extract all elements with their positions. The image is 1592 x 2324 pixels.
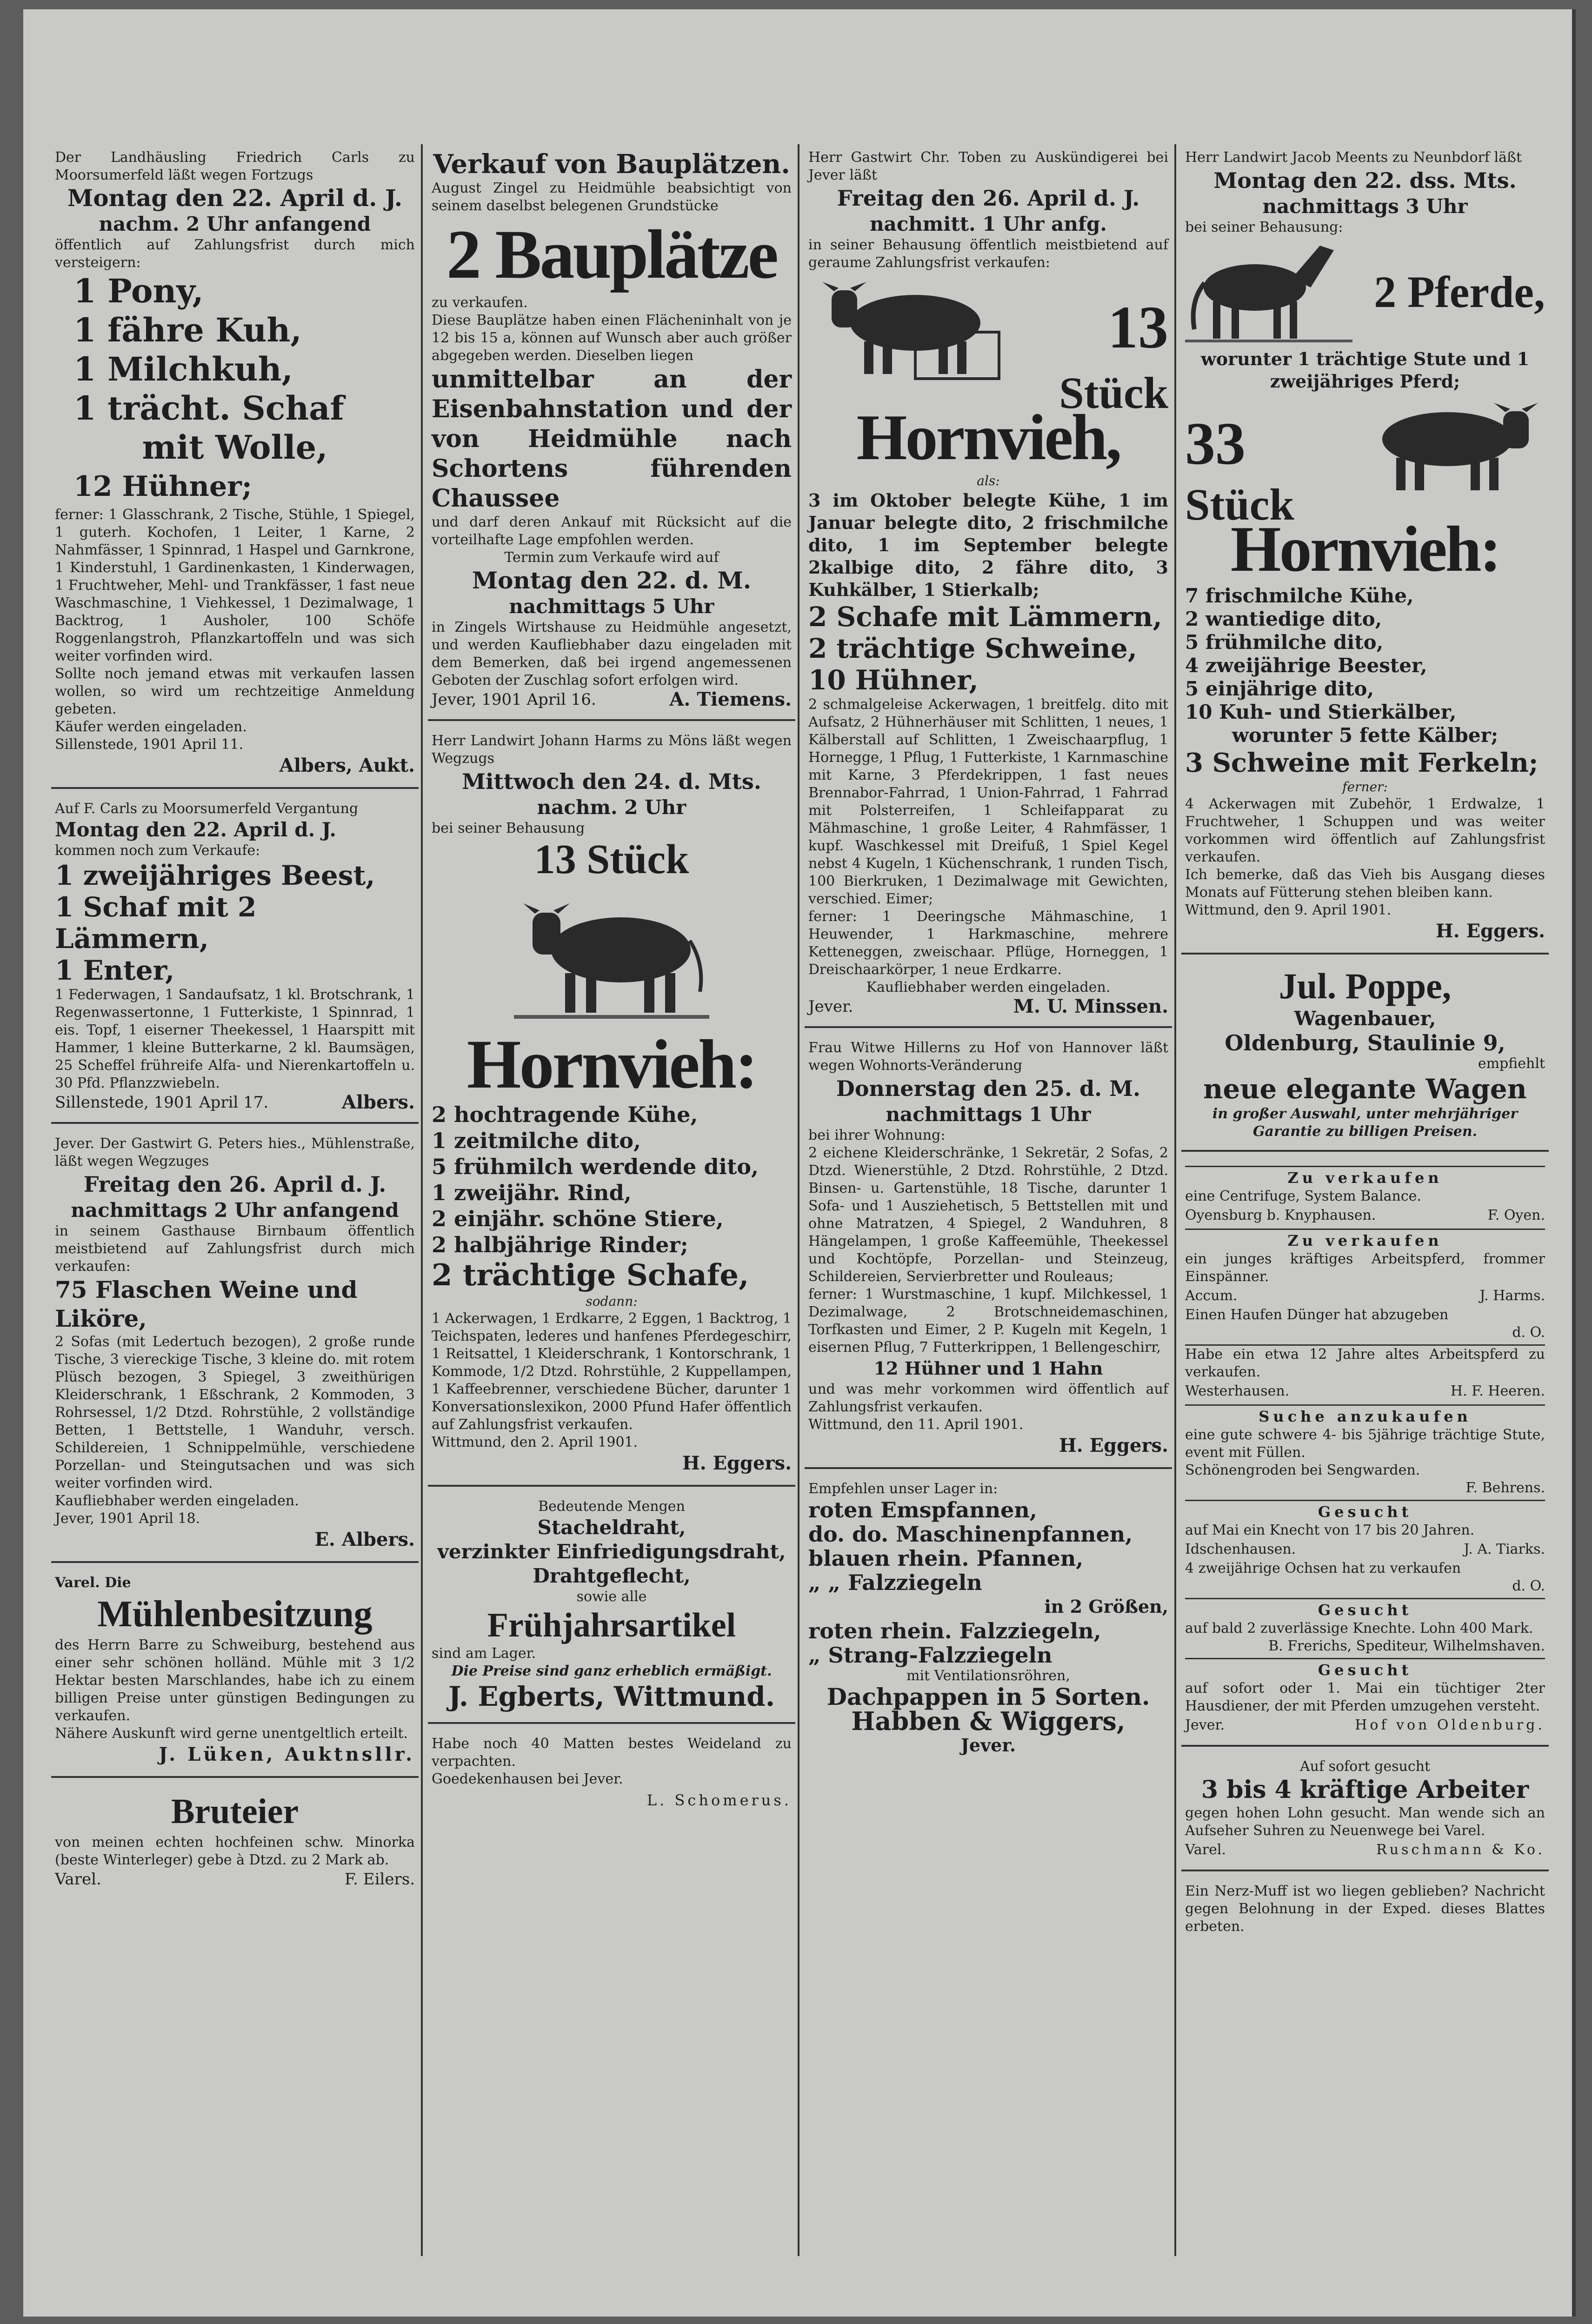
- ad-bruteier: [51, 1784, 419, 1899]
- small-ad-signature: F. Behrens.: [1465, 1480, 1545, 1496]
- ad-body: ferner: 1 Glasschrank, 2 Tische, Stühle, 1 Spiegel, 1 guterh. Kochofen, 1 Leiter, 1 Karne, 2 Nahmfässer, 1 Spinnrad, 1 Haspel und Garnkrone, 1 Kinderstuhl, 1 Gardinenkasten, 1 Kinderwagen, 1 Fruchtweher, Mehl- und Trankfässer, 1 fast neue Waschmaschine, 1 Viehkessel, 1 Dezimalwage, 1 Backtrog, 1 Ausholer, 100 Schöfe Roggenlangstroh, Pflanzkartoffeln und was sich weiter vorfinden wird.: [55, 507, 415, 664]
- product-line: do. do. Maschinenpfannen,: [808, 1522, 1133, 1547]
- ad-egberts: [428, 1493, 795, 1724]
- ad-signature: E. Albers.: [314, 1529, 415, 1550]
- ad-place: Wittmund, den 2. April 1901.: [432, 1434, 638, 1450]
- small-ad-place: Idschenhausen.: [1185, 1541, 1296, 1557]
- small-ad-signature: B. Frerichs, Spediteur, Wilhelmshaven.: [1268, 1638, 1545, 1654]
- small-ad-footer: [1185, 1539, 1545, 1560]
- product-line: „ Strang-Falzziegeln: [808, 1643, 1052, 1668]
- item: 1 Schaf mit 2 Lämmern,: [55, 891, 257, 955]
- small-ad-place: Oyensburg b. Knyphausen.: [1185, 1207, 1376, 1223]
- ad-body: 4 Ackerwagen mit Zubehör, 1 Erdwalze, 1 Fruchtweher, 1 Schuppen und was weiter vorkommen wird öffentlich auf Zahlungsfrist verkaufen.: [1185, 796, 1545, 865]
- item: 10 Hühner,: [808, 664, 979, 696]
- ad-body: und was mehr vorkommen wird öffentlich auf Zahlungsfrist verkaufen.: [808, 1381, 1168, 1415]
- product-line: Dachpappen in 5 Sorten.: [826, 1683, 1150, 1710]
- ad-firm: Jul. Poppe,: [1279, 966, 1452, 1006]
- small-ad-header: Zu verkaufen: [1185, 1229, 1545, 1250]
- cow-illustration: [808, 272, 1004, 383]
- ad-place: Wittmund, den 11. April 1901.: [808, 1416, 1024, 1433]
- ad-date: Montag den 22. dss. Mts.: [1213, 168, 1517, 193]
- ad-intro: August Zingel zu Heidmühle beabsichtigt von seinem daselbst belegenen Grundstücke: [432, 180, 792, 214]
- small-ad-header: Suche anzukaufen: [1185, 1404, 1545, 1426]
- item: 1 zweijähr. Rind,: [432, 1180, 632, 1205]
- ad-muehle: [51, 1569, 419, 1778]
- ad-line: kommen noch zum Verkaufe:: [55, 842, 260, 859]
- ad-time: nachmitt. 1 Uhr anfg.: [870, 213, 1107, 235]
- ad-headline: Hornvieh:: [466, 1026, 757, 1103]
- item: 1 fähre Kuh,: [73, 311, 302, 349]
- small-ad-text: ein junges kräftiges Arbeitspferd, frommer Einspänner.: [1185, 1251, 1545, 1285]
- ad-count: 13 Stück: [534, 836, 689, 882]
- ad-headline: Bruteier: [171, 1792, 299, 1831]
- ad-headline: Hornvieh,: [856, 401, 1120, 474]
- ad-item: Stacheldraht,: [537, 1516, 686, 1539]
- small-ad: [1185, 1658, 1545, 1736]
- ad-intro: Der Landhäusling Friedrich Carls zu Moorsumerfeld läßt wegen Fortzugs: [55, 149, 415, 183]
- small-ad-signature: Hof von Oldenburg.: [1355, 1717, 1545, 1733]
- ad-date: Freitag den 26. April d. J.: [837, 186, 1140, 211]
- ad-headline: 2 trächtige Schafe,: [432, 1258, 749, 1293]
- ad-nerzmuff: [1181, 1878, 1549, 1945]
- ad-count-label: Stück: [1185, 480, 1294, 529]
- small-ad: [1185, 1404, 1545, 1497]
- item: 2 hochtragende Kühe,: [432, 1102, 698, 1127]
- small-ad-text: Habe ein etwa 12 Jahre altes Arbeitspferd zu verkaufen.: [1185, 1346, 1545, 1380]
- ad-role: Wagenbauer,: [1294, 1007, 1436, 1030]
- ad-subline: ferner:: [1342, 779, 1388, 795]
- column-rule: [421, 144, 423, 2256]
- ad-schomerus: [428, 1730, 795, 1822]
- ad-place: Jever, 1901 April 18.: [55, 1510, 200, 1527]
- small-ad-place: Accum.: [1185, 1288, 1238, 1304]
- ad-body: in großer Auswahl, unter mehrjähriger Garantie zu billigen Preisen.: [1212, 1106, 1518, 1140]
- ad-line: sind am Lager.: [432, 1645, 536, 1662]
- newspaper-page: [23, 9, 1576, 2317]
- ad-time: nachmittags 3 Uhr: [1262, 195, 1468, 218]
- ad-place: Goedekenhausen bei Jever.: [432, 1771, 623, 1787]
- column-3: [805, 144, 1172, 1773]
- ad-date: Donnerstag den 25. d. M.: [836, 1076, 1141, 1101]
- ad-line: Bedeutende Mengen: [538, 1498, 685, 1515]
- ad-subline: als:: [977, 473, 1000, 488]
- ad-headline: neue elegante Wagen: [1203, 1073, 1527, 1105]
- ad-line: sowie alle: [576, 1589, 647, 1605]
- ad-signature: H. Eggers.: [1435, 920, 1545, 942]
- ad-body: ferner: 1 Wurstmaschine, 1 kupf. Milchkessel, 1 Dezimalwage, 2 Brotschneidemaschinen, Torfkasten und Eimer, 2 P. Kugeln mit Kegeln, 1 eisernen Pflug, 7 Futterkrippen, 1 Bellengeschirr,: [808, 1286, 1168, 1356]
- item: 2 wantiedige dito,: [1185, 608, 1382, 630]
- ad-signature: H. Eggers.: [682, 1452, 792, 1474]
- ad-body: und darf deren Ankauf mit Rücksicht auf die vorteilhafte Lage empfohlen werden.: [432, 514, 792, 548]
- ad-items: 3 im Oktober belegte Kühe, 1 im Januar belegte dito, 2 frischmilche dito, 1 im September belegte 2kalbige dito, 2 fähre dito, 3 Kuhkälber, 1 Stierkalb;: [808, 490, 1168, 600]
- item: 1 zweijähriges Beest,: [55, 860, 375, 891]
- ad-highlight: 12 Hühner und 1 Hahn: [873, 1358, 1103, 1379]
- small-ad-text: auf bald 2 zuverlässige Knechte. Lohn 400 Mark.: [1185, 1620, 1533, 1636]
- ad-place: Sillenstede, 1901 April 17.: [55, 1093, 269, 1112]
- ad-habben-wiggers: [805, 1476, 1172, 1767]
- ad-horses: 2 Pferde,: [1374, 267, 1545, 317]
- item: 4 zweijährige Beester,: [1185, 654, 1427, 677]
- small-ad-footer: [1185, 1205, 1545, 1226]
- ad-place: Sillenstede, 1901 April 11.: [55, 736, 244, 753]
- ad-body: in Zingels Wirtshause zu Heidmühle angesetzt, und werden Kaufliebhaber dazu eingeladen mit dem Bemerken, daß bei irgend angemessenen Geboten der Zuschlag sofort erfolgen wird.: [432, 619, 792, 688]
- ad-body: 1 Ackerwagen, 1 Erdkarre, 2 Eggen, 1 Backtrog, 1 Teichspaten, lederes und hanfenes Pferdegeschirr, 1 Reitsattel, 1 Kleiderschrank, 1 Kontorschrank, 1 Kommode, 1/2 Dtzd. Rohrstühle, 2 Kuppellampen, 1 Kaffeebrenner, verschiedene Bücher, darunter 1 Konversationslexikon, 2000 Pfund Hafer öffentlich auf Zahlungsfrist verkaufen.: [432, 1310, 792, 1433]
- item: 5 frühmilch werdende dito,: [432, 1154, 759, 1179]
- ad-signature: M. U. Minssen.: [1013, 995, 1168, 1017]
- ad-body: des Herrn Barre zu Schweiburg, bestehend aus einer sehr schönen holländ. Mühle mit 3 1/2 Hektar besten Marschlandes, habe ich zu einem billigen Preise unter günstigen Bedingungen zu verkaufen.: [55, 1637, 415, 1724]
- ad-peters-auction: [51, 1130, 419, 1563]
- ad-count-label: Stück: [1059, 368, 1168, 418]
- ad-place: Wittmund, den 9. April 1901.: [1185, 902, 1392, 918]
- ad-headline: Mühlenbesitzung: [97, 1594, 373, 1635]
- small-ad-signature: H. F. Heeren.: [1450, 1383, 1545, 1399]
- ad-hillerns-auction: [805, 1035, 1172, 1469]
- count-row: [808, 272, 1168, 383]
- ad-highlight: unmittelbar an der Eisenbahnstation und der von Heidmühle nach Schortens führenden Chaussee: [432, 365, 792, 513]
- ad-term: Termin zum Verkaufe wird auf: [504, 549, 719, 566]
- item: worunter 5 fette Kälber;: [1232, 724, 1499, 747]
- ad-subline: sodann:: [586, 1294, 638, 1309]
- item: 10 Kuh- und Stierkälber,: [1185, 701, 1457, 723]
- ad-meents-auction: [1181, 144, 1549, 955]
- item: 1 Enter,: [55, 955, 175, 986]
- horse-row: [1185, 236, 1545, 348]
- ad-line: zu verkaufen.: [432, 294, 528, 311]
- ad-headline: Frühjahrsartikel: [487, 1606, 736, 1644]
- ad-carls-auction: [51, 144, 419, 789]
- cow-illustration: [505, 885, 719, 1024]
- ad-line: bei seiner Behausung:: [1185, 219, 1343, 235]
- ad-headline: 75 Flaschen Weine und Liköre,: [55, 1276, 358, 1332]
- small-ad-signature: J. A. Tiarks.: [1464, 1541, 1545, 1557]
- ad-body: Ich bemerke, daß das Vieh bis Ausgang dieses Monats auf Fütterung stehen bleiben kann.: [1185, 867, 1545, 901]
- ad-footer: [55, 1869, 415, 1890]
- ad-footer: [432, 689, 792, 710]
- ad-date: Montag den 22. d. M.: [472, 567, 752, 594]
- ad-footer: [55, 1092, 415, 1113]
- small-ad: [1185, 1166, 1545, 1226]
- ad-time: nachmittags 2 Uhr anfangend: [71, 1199, 399, 1222]
- ad-body: Diese Bauplätze haben einen Flächeninhalt von je 12 bis 15 a, können auf Wunsch aber auch größer abgegeben werden. Dieselben liegen: [432, 312, 792, 364]
- ad-terms: in seiner Behausung öffentlich meistbietend auf geraume Zahlungsfrist verkaufen:: [808, 237, 1168, 271]
- ad-terms: in seinem Gasthause Birnbaum öffentlich meistbietend auf Zahlungsfrist durch mich verkaufen:: [55, 1223, 415, 1275]
- ad-body: gegen hohen Lohn gesucht. Man wende sich an Aufseher Suhren zu Neuenwege bei Varel.: [1185, 1805, 1545, 1839]
- ad-date: Mittwoch den 24. d. Mts.: [462, 769, 761, 794]
- ad-place: Varel.: [1185, 1842, 1226, 1858]
- ad-place: Varel.: [55, 1870, 101, 1889]
- ad-body: von meinen echten hochfeinen schw. Minorka (beste Winterleger) gebe à Dtzd. zu 2 Mark ab.: [55, 1834, 415, 1868]
- ad-place: Jever.: [960, 1735, 1016, 1756]
- ad-intro: Empfehlen unser Lager in:: [808, 1481, 998, 1497]
- ad-body: 2 Sofas (mit Ledertuch bezogen), 2 große runde Tische, 3 viereckige Tische, 3 kleine do. mit rotem Plüsch bezogen, 3 Spiegel, 3 zweithürigen Kleiderschrank, 1 Eßschrank, 2 Kommoden, 3 Rohrsessel, 1/2 Dtzd. Rohrstühle, 2 vollständige Betten, 1 Bettstelle, 1 Wanduhr, versch. Schildereien, 1 Schnippelmühle, verschiedene Porzellan- und Steingutsachen und was sich weiter vorfinden wird.: [55, 1334, 415, 1491]
- ad-footer: [1185, 1840, 1545, 1860]
- ad-firm: Habben & Wiggers,: [851, 1706, 1126, 1736]
- ad-place: Varel. Die: [55, 1575, 131, 1591]
- small-ad-place: Jever.: [1185, 1717, 1225, 1733]
- item: 5 frühmilche dito,: [1185, 631, 1384, 654]
- product-line: mit Ventilationsröhren,: [906, 1668, 1070, 1684]
- ad-headline: Hornvieh:: [1230, 513, 1500, 585]
- ad-body: 1 Federwagen, 1 Sandaufsatz, 1 kl. Brotschrank, 1 Regenwassertonne, 1 Futterkiste, 1 Spinnrad, 1 eis. Topf, 1 eiserner Theekessel, 1 Haarspitt mit Hammer, 1 kleine Butterkarne, 2 kl. Baumsägen, 25 Scheffel frühreife Alfa- und Nierenkartoffeln u. 30 Pfd. Pflanzzwiebeln.: [55, 987, 415, 1091]
- ad-headline: 2 Bauplätze: [446, 216, 777, 293]
- ad-item: Drahtgeflecht,: [533, 1564, 691, 1587]
- small-ad-footer: [1185, 1715, 1545, 1736]
- small-ad-header: Gesucht: [1185, 1658, 1545, 1680]
- ad-signature: Albers.: [341, 1091, 415, 1113]
- ad-date: Freitag den 26. April d. J.: [83, 1172, 386, 1197]
- ad-line: empfiehlt: [1478, 1055, 1545, 1072]
- ad-address: Oldenburg, Staulinie 9,: [1225, 1030, 1505, 1055]
- small-ad-text: eine gute schwere 4- bis 5jährige trächtige Stute, event mit Füllen.: [1185, 1427, 1545, 1461]
- ad-time: nachm. 2 Uhr: [537, 796, 686, 819]
- ad-signature: F. Eilers.: [344, 1870, 415, 1889]
- ad-signature: Ruschmann & Ko.: [1376, 1842, 1545, 1858]
- small-ad-signature: F. Oyen.: [1487, 1207, 1545, 1223]
- small-ad-footer: [1185, 1286, 1545, 1306]
- ad-place: Jever, 1901 April 16.: [432, 690, 596, 709]
- small-ad-place: Schönengroden bei Sengwarden.: [1185, 1462, 1420, 1478]
- ad-body: ferner: 1 Deeringsche Mähmaschine, 1 Heuwender, 1 Harkmaschine, mehrere Ketteneggen, zweischaar. Pflüge, Horneggen, 1 Dreischaarkörper, 1 neue Erdkarre.: [808, 908, 1168, 978]
- ad-horses-sub: worunter 1 trächtige Stute und 1 zweijähriges Pferd;: [1201, 348, 1529, 392]
- ad-poppe: [1181, 961, 1549, 1152]
- item: 2 trächtige Schweine,: [808, 633, 1137, 664]
- small-ad: [1185, 1229, 1545, 1342]
- ad-terms: öffentlich auf Zahlungsfrist durch mich versteigern:: [55, 237, 415, 271]
- ad-count: 33: [1185, 410, 1246, 477]
- small-ad-place: Westerhausen.: [1185, 1383, 1290, 1399]
- ad-firm: J. Egberts, Wittmund.: [448, 1681, 775, 1712]
- ad-body: 2 schmalgeleise Ackerwagen, 1 breitfelg. dito mit Aufsatz, 2 Hühnerhäuser mit Schlitten, 1 neues, 1 Kälberstall auf Schlitten, 1 Zweischaarpflug, 1 Hornegge, 1 Pflug, 1 Futterkiste, 1 Karnmaschine mit Karne, 3 Pferdekrippen, 1 fast neues Brennabor-Fahrrad, 1 Union-Fahrrad, 1 Fahrrad mit Polsterreifen, 1 Schleifapparat zu Mähmaschine, 1 große Leiter, 4 Rahmfässer, 1 kupf. Waschkessel mit Dreifuß, 1 Spiel Kegel nebst 4 Kugeln, 1 Küchenschrank, 1 runden Tisch, 100 Bierkruken, 1 Dezimalwage mit Gewichten, verschied. Eimer;: [808, 696, 1168, 907]
- column-4: [1181, 144, 1549, 1951]
- ad-arbeiter: [1181, 1753, 1549, 1871]
- product-line: roten rhein. Falzziegeln,: [808, 1618, 1101, 1643]
- ad-signature: L. Schomerus.: [646, 1791, 792, 1809]
- product-line: blauen rhein. Pfannen,: [808, 1546, 1084, 1571]
- small-ad-signature: d. O.: [1512, 1324, 1545, 1341]
- ad-place: Jever.: [808, 997, 853, 1016]
- ad-carls-extra: [51, 795, 419, 1124]
- ad-intro: Herr Landwirt Jacob Meents zu Neunbdorf läßt: [1185, 149, 1522, 166]
- cow-illustration: [1368, 393, 1545, 495]
- ad-intro: Frau Witwe Hillerns zu Hof von Hannover läßt wegen Wohnorts-Veränderung: [808, 1040, 1168, 1074]
- ad-line: Auf sofort gesucht: [1299, 1758, 1431, 1775]
- ad-date: Montag den 22. April d. J.: [67, 184, 403, 212]
- item: 5 einjährige dito,: [1185, 677, 1374, 700]
- small-ad-text: Einen Haufen Dünger hat abzugeben: [1185, 1307, 1449, 1323]
- item: 2 einjähr. schöne Stiere,: [432, 1206, 724, 1231]
- ad-footer: [808, 996, 1168, 1017]
- ad-bauplaetze: [428, 144, 795, 721]
- small-ad: [1185, 1500, 1545, 1595]
- ad-body: 2 eichene Kleiderschränke, 1 Sekretär, 2 Sofas, 2 Dtzd. Wienerstühle, 2 Dtzd. Rohrstühle, 2 Dtzd. Binsen- u. Gartenstühle, 18 Tische, darunter 1 Sofa- und 1 Ausziehetisch, 5 Bettstellen mit und ohne Matratzen, 4 Spiegel, 2 Wanduhren, 8 Hängelampen, 1 große Kaffeemühle, Theekessel und Kochtöpfe, Porzellan- und Steinzeug, Schildereien, Servierbretter und Rouleaus;: [808, 1145, 1168, 1285]
- ad-signature: H. Eggers.: [1059, 1435, 1168, 1456]
- ad-body: Sollte noch jemand etwas mit verkaufen lassen wollen, so wird um rechtzeitige Anmeldung gebeten.: [55, 666, 415, 717]
- ad-line: bei seiner Behausung: [432, 820, 585, 836]
- ad-line: bei ihrer Wohnung:: [808, 1127, 946, 1143]
- column-rule: [798, 144, 799, 2256]
- ad-pigs: 3 Schweine mit Ferkeln;: [1185, 748, 1539, 778]
- item: 1 zeitmilche dito,: [432, 1128, 641, 1153]
- ad-invite: Kaufliebhaber werden eingeladen.: [55, 1493, 299, 1509]
- horse-illustration: [1185, 236, 1352, 348]
- small-ad-text: auf sofort oder 1. Mai ein tüchtiger 2ter Hausdiener, der mit Pferden umzugehen versteht.: [1185, 1680, 1545, 1714]
- item: 2 halbjährige Rinder;: [432, 1232, 688, 1257]
- small-ad: [1185, 1598, 1545, 1655]
- item: 1 Pony,: [73, 272, 204, 310]
- small-ad-header: Gesucht: [1185, 1598, 1545, 1620]
- ad-signature: A. Tiemens.: [669, 688, 792, 710]
- item: 1 trächt. Schaf: [73, 389, 344, 427]
- ad-count: 13: [1108, 294, 1168, 361]
- small-ad-signature: J. Harms.: [1479, 1288, 1545, 1304]
- small-ad-header: Gesucht: [1185, 1500, 1545, 1522]
- column-rule: [1174, 144, 1176, 2256]
- ad-body: Habe noch 40 Matten bestes Weideland zu verpachten.: [432, 1736, 792, 1770]
- small-ad-header: Zu verkaufen: [1185, 1166, 1545, 1188]
- ad-signature: J. Lüken, Auktnsllr.: [159, 1743, 415, 1765]
- ad-item: verzinkter Einfriedigungsdraht,: [437, 1540, 786, 1563]
- ad-harms-auction: [428, 728, 795, 1487]
- ad-toben-auction: [805, 144, 1172, 1028]
- product-line: „ „ Falzziegeln: [808, 1570, 982, 1595]
- ad-date: Montag den 22. April d. J.: [55, 818, 337, 841]
- small-ad-footer: [1185, 1381, 1545, 1402]
- ad-body: Ein Nerz-Muff ist wo liegen geblieben? Nachricht gegen Belohnung in der Exped. dieses Blattes erbeten.: [1185, 1883, 1545, 1935]
- ad-invite: Käufer werden eingeladen.: [55, 719, 247, 735]
- ad-intro: Jever. Der Gastwirt G. Peters hies., Mühlenstraße, läßt wegen Wegzuges: [55, 1135, 415, 1169]
- column-1: [51, 144, 419, 1905]
- ad-line: Die Preise sind ganz erheblich ermäßigt.: [451, 1663, 772, 1679]
- ad-time: nachmittags 1 Uhr: [886, 1103, 1091, 1126]
- product-line: in 2 Größen,: [1044, 1596, 1168, 1617]
- small-ad-text: 4 zweijährige Ochsen hat zu verkaufen: [1185, 1560, 1461, 1576]
- item: 7 frischmilche Kühe,: [1185, 584, 1414, 607]
- ad-intro: Auf F. Carls zu Moorsumerfeld Vergantung: [55, 801, 359, 817]
- product-line: roten Emspfannen,: [808, 1497, 1037, 1523]
- small-ads: [1181, 1158, 1549, 1747]
- ad-time: nachmittags 5 Uhr: [509, 595, 714, 618]
- item: 1 Milchkuh,: [73, 350, 293, 388]
- small-ad-signature: d. O.: [1512, 1578, 1545, 1594]
- small-ad: [1185, 1344, 1545, 1402]
- ad-intro: Herr Gastwirt Chr. Toben zu Auskündigerei bei Jever läßt: [808, 149, 1168, 183]
- small-ad-text: auf Mai ein Knecht von 17 bis 20 Jahren.: [1185, 1522, 1475, 1538]
- ad-signature: Albers, Aukt.: [279, 755, 415, 776]
- ad-headline: 3 bis 4 kräftige Arbeiter: [1201, 1776, 1529, 1804]
- column-2: [428, 144, 795, 1828]
- small-ad-text: eine Centrifuge, System Balance.: [1185, 1188, 1421, 1204]
- item: mit Wolle,: [142, 428, 328, 467]
- ad-body: Nähere Auskunft wird gerne unentgeltlich erteilt.: [55, 1725, 408, 1742]
- item: 12 Hühner;: [73, 470, 252, 503]
- ad-intro: Herr Landwirt Johann Harms zu Möns läßt wegen Wegzugs: [432, 733, 792, 767]
- ad-title: Verkauf von Bauplätzen.: [433, 149, 790, 180]
- ad-invite: Kaufliebhaber werden eingeladen.: [866, 979, 1111, 995]
- ad-time: nachm. 2 Uhr anfangend: [99, 213, 371, 235]
- item: 2 Schafe mit Lämmern,: [808, 601, 1162, 633]
